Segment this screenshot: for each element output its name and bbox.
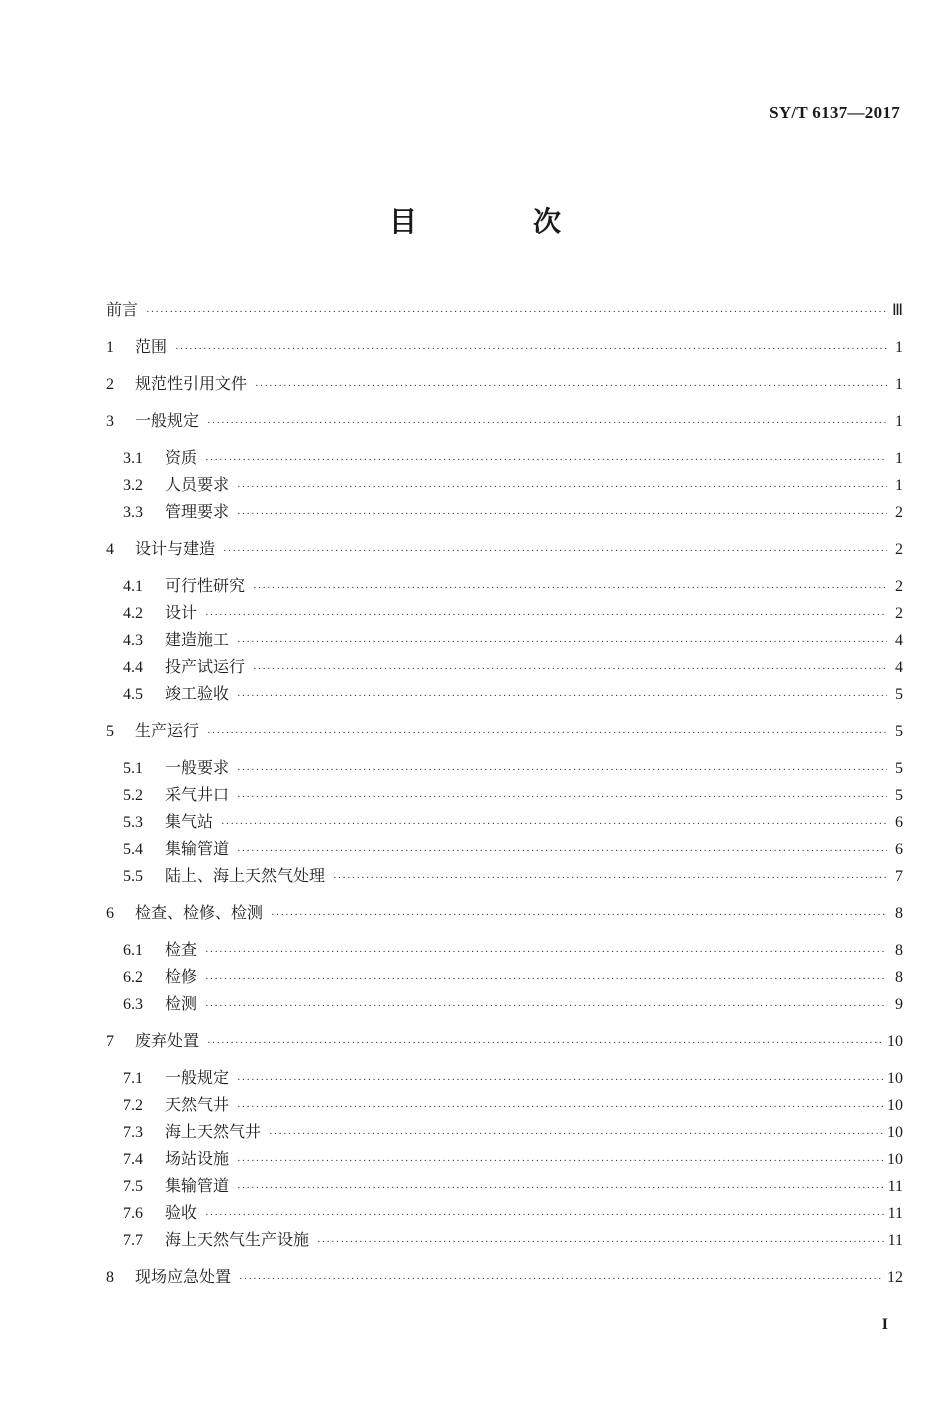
toc-entry-number: 2 — [106, 376, 114, 393]
toc-section-entry[interactable] — [106, 862, 903, 889]
toc-entry-title: 集输管道 — [165, 839, 230, 858]
toc-chapter-entry[interactable] — [106, 407, 903, 434]
toc-entry-title: 验收 — [165, 1203, 198, 1222]
toc-entry-number: 5.3 — [123, 814, 143, 831]
toc-entry-page: 5 — [895, 787, 903, 804]
toc-entry-page: 2 — [895, 504, 903, 521]
toc-entry-number: 1 — [106, 339, 114, 356]
toc-section-entry[interactable] — [106, 1199, 903, 1226]
toc-section-entry[interactable] — [106, 936, 903, 963]
toc-entry-page: 10 — [887, 1124, 903, 1141]
table-of-contents — [106, 296, 903, 1290]
toc-title: 目 次 — [388, 205, 605, 238]
toc-entry-number: 7.7 — [123, 1232, 143, 1249]
toc-chapter-entry[interactable] — [106, 296, 903, 323]
toc-entry-title: 建造施工 — [165, 630, 230, 649]
toc-dot-leader — [237, 838, 887, 865]
toc-dot-leader — [223, 538, 887, 565]
toc-section-entry[interactable] — [106, 1145, 903, 1172]
toc-entry-number: 3.3 — [123, 504, 143, 521]
toc-chapter-entry[interactable] — [106, 1263, 903, 1290]
toc-section-entry[interactable] — [106, 808, 903, 835]
toc-chapter-entry[interactable] — [106, 717, 903, 744]
toc-entry-title: 管理要求 — [165, 502, 230, 521]
toc-dot-leader — [205, 447, 887, 474]
toc-entry-number: 5.2 — [123, 787, 143, 804]
toc-entry-page: 1 — [895, 477, 903, 494]
toc-entry-title: 设计 — [165, 603, 198, 622]
toc-entry-number: 4 — [106, 541, 114, 558]
toc-entry-number: 6.3 — [123, 996, 143, 1013]
toc-dot-leader — [269, 1121, 883, 1148]
toc-dot-leader — [237, 1148, 883, 1175]
toc-dot-leader — [205, 993, 887, 1020]
toc-chapter-entry[interactable] — [106, 370, 903, 397]
toc-entry-title: 生产运行 — [135, 721, 200, 740]
toc-entry-title: 范围 — [135, 337, 168, 356]
toc-entry-page: Ⅲ — [891, 302, 903, 319]
toc-entry-title: 现场应急处置 — [135, 1267, 232, 1286]
toc-entry-title: 采气井口 — [165, 785, 230, 804]
toc-entry-title: 人员要求 — [165, 475, 230, 494]
toc-entry-page: 8 — [895, 905, 903, 922]
toc-dot-leader — [237, 1175, 884, 1202]
toc-entry-title: 一般规定 — [165, 1068, 230, 1087]
toc-entry-page: 9 — [895, 996, 903, 1013]
toc-entry-page: 5 — [895, 723, 903, 740]
toc-entry-number: 3.1 — [123, 450, 143, 467]
toc-chapter-entry[interactable] — [106, 899, 903, 926]
toc-section-entry[interactable] — [106, 626, 903, 653]
toc-entry-number: 7.6 — [123, 1205, 143, 1222]
toc-entry-page: 11 — [887, 1178, 903, 1195]
toc-entry-title: 一般规定 — [135, 411, 200, 430]
toc-dot-leader — [237, 683, 887, 710]
toc-dot-leader — [237, 1067, 883, 1094]
toc-entry-number: 7.5 — [123, 1178, 143, 1195]
toc-entry-title: 陆上、海上天然气处理 — [165, 866, 326, 885]
toc-dot-leader — [207, 720, 887, 747]
toc-dot-leader — [205, 939, 887, 966]
toc-section-entry[interactable] — [106, 1091, 903, 1118]
toc-dot-leader — [146, 299, 887, 326]
toc-entry-title: 检查 — [165, 940, 198, 959]
toc-entry-title: 场站设施 — [165, 1149, 230, 1168]
toc-dot-leader — [221, 811, 887, 838]
toc-entry-number: 7.1 — [123, 1070, 143, 1087]
toc-chapter-entry[interactable] — [106, 1027, 903, 1054]
toc-section-entry[interactable] — [106, 1226, 903, 1253]
toc-section-entry[interactable] — [106, 498, 903, 525]
toc-section-entry[interactable] — [106, 835, 903, 862]
toc-entry-page: 2 — [895, 541, 903, 558]
toc-dot-leader — [253, 656, 887, 683]
toc-entry-number: 6 — [106, 905, 114, 922]
toc-entry-number: 4.2 — [123, 605, 143, 622]
toc-dot-leader — [237, 757, 887, 784]
toc-dot-leader — [271, 902, 887, 929]
toc-entry-number: 8 — [106, 1269, 114, 1286]
toc-entry-title: 检查、检修、检测 — [135, 903, 264, 922]
toc-entry-title: 规范性引用文件 — [135, 374, 248, 393]
toc-entry-number: 7.2 — [123, 1097, 143, 1114]
toc-section-entry[interactable] — [106, 471, 903, 498]
toc-section-entry[interactable] — [106, 444, 903, 471]
toc-entry-title: 投产试运行 — [165, 657, 246, 676]
toc-entry-number: 4.3 — [123, 632, 143, 649]
toc-entry-title: 集输管道 — [165, 1176, 230, 1195]
toc-entry-page: 10 — [887, 1033, 903, 1050]
toc-entry-page: 8 — [895, 969, 903, 986]
toc-entry-page: 11 — [887, 1205, 903, 1222]
toc-section-entry[interactable] — [106, 754, 903, 781]
toc-entry-title: 前言 — [106, 300, 139, 319]
toc-dot-leader — [205, 602, 887, 629]
toc-dot-leader — [207, 410, 887, 437]
toc-entry-page: 1 — [895, 413, 903, 430]
toc-entry-number: 7 — [106, 1033, 114, 1050]
toc-entry-number: 3 — [106, 413, 114, 430]
toc-entry-title: 集气站 — [165, 812, 214, 831]
toc-section-entry[interactable] — [106, 680, 903, 707]
toc-entry-number: 4.5 — [123, 686, 143, 703]
toc-dot-leader — [237, 629, 887, 656]
toc-section-entry[interactable] — [106, 781, 903, 808]
toc-entry-page: 8 — [895, 942, 903, 959]
toc-entry-title: 一般要求 — [165, 758, 230, 777]
toc-entry-title: 检测 — [165, 994, 198, 1013]
toc-dot-leader — [237, 1094, 883, 1121]
toc-entry-page: 1 — [895, 339, 903, 356]
toc-entry-title: 竣工验收 — [165, 684, 230, 703]
toc-entry-page: 1 — [895, 376, 903, 393]
toc-entry-title: 资质 — [165, 448, 198, 467]
toc-dot-leader — [333, 865, 887, 892]
toc-entry-title: 海上天然气生产设施 — [165, 1230, 310, 1249]
toc-section-entry[interactable] — [106, 963, 903, 990]
toc-entry-number: 4.4 — [123, 659, 143, 676]
toc-dot-leader — [253, 575, 887, 602]
toc-entry-number: 5.5 — [123, 868, 143, 885]
toc-entry-page: 12 — [887, 1269, 903, 1286]
toc-entry-page: 2 — [895, 578, 903, 595]
toc-section-entry[interactable] — [106, 1064, 903, 1091]
toc-dot-leader — [205, 1202, 884, 1229]
toc-entry-number: 5 — [106, 723, 114, 740]
toc-section-entry[interactable] — [106, 599, 903, 626]
toc-entry-page: 11 — [887, 1232, 903, 1249]
toc-entry-number: 5.1 — [123, 760, 143, 777]
toc-section-entry[interactable] — [106, 1172, 903, 1199]
toc-dot-leader — [207, 1030, 883, 1057]
toc-dot-leader — [237, 474, 887, 501]
toc-entry-title: 天然气井 — [165, 1095, 230, 1114]
toc-entry-number: 6.2 — [123, 969, 143, 986]
toc-entry-page: 10 — [887, 1151, 903, 1168]
toc-entry-number: 6.1 — [123, 942, 143, 959]
toc-dot-leader — [237, 784, 887, 811]
toc-chapter-entry[interactable] — [106, 333, 903, 360]
toc-entry-page: 5 — [895, 686, 903, 703]
toc-entry-page: 1 — [895, 450, 903, 467]
toc-entry-title: 海上天然气井 — [165, 1122, 262, 1141]
toc-entry-title: 废弃处置 — [135, 1031, 200, 1050]
toc-dot-leader — [317, 1229, 884, 1256]
toc-entry-number: 3.2 — [123, 477, 143, 494]
toc-entry-page: 4 — [895, 659, 903, 676]
toc-section-entry[interactable] — [106, 653, 903, 680]
toc-dot-leader — [255, 373, 887, 400]
toc-dot-leader — [175, 336, 887, 363]
toc-entry-page: 2 — [895, 605, 903, 622]
toc-entry-page: 6 — [895, 814, 903, 831]
toc-chapter-entry[interactable] — [106, 535, 903, 562]
toc-entry-title: 检修 — [165, 967, 198, 986]
toc-entry-number: 7.3 — [123, 1124, 143, 1141]
toc-dot-leader — [239, 1266, 883, 1293]
toc-dot-leader — [205, 966, 887, 993]
toc-dot-leader — [237, 501, 887, 528]
standard-code: SY/T 6137—2017 — [769, 103, 900, 122]
toc-entry-number: 7.4 — [123, 1151, 143, 1168]
toc-entry-page: 6 — [895, 841, 903, 858]
toc-entry-title: 可行性研究 — [165, 576, 246, 595]
toc-entry-title: 设计与建造 — [135, 539, 216, 558]
toc-entry-page: 10 — [887, 1097, 903, 1114]
toc-entry-page: 4 — [895, 632, 903, 649]
toc-section-entry[interactable] — [106, 572, 903, 599]
page-number: I — [881, 1316, 888, 1333]
toc-entry-number: 4.1 — [123, 578, 143, 595]
toc-entry-page: 10 — [887, 1070, 903, 1087]
toc-entry-page: 7 — [895, 868, 903, 885]
toc-section-entry[interactable] — [106, 1118, 903, 1145]
toc-entry-page: 5 — [895, 760, 903, 777]
toc-entry-number: 5.4 — [123, 841, 143, 858]
toc-section-entry[interactable] — [106, 990, 903, 1017]
